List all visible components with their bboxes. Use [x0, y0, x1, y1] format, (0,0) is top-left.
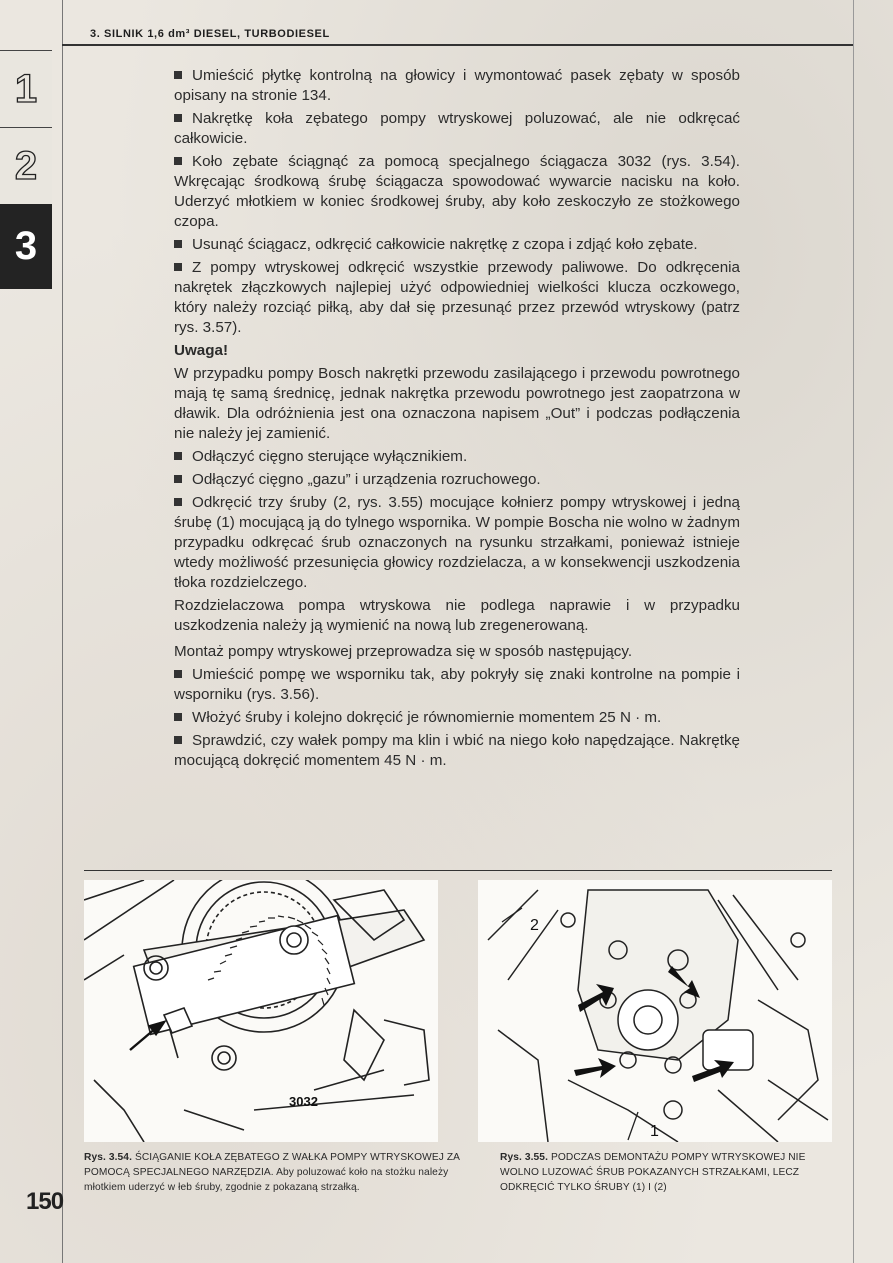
figure-3-54 [84, 880, 438, 1142]
caption-note: Aby poluzować koło na stożku należy młotkiem uderzyć w łeb śruby, zgodnie z pokazaną strzałką. [84, 1167, 449, 1193]
paragraph-text: Odkręcić trzy śruby (2, rys. 3.55) mocujące kołnierz pompy wtryskowej i jedną śrubę (1) mocującą ją do tylnego wspornika. W pompie Boscha nie wolno w żadnym przypadku odkręcać śrub oznaczonych na rysunku strzałkami, ponieważ istnieje wtedy możliwość przesunięcia głowicy rozdzielacza, a w konsekwencji uszkodzenia tłoka rozdzielczego. [174, 494, 740, 591]
bullet-icon [174, 713, 182, 721]
paragraph [174, 731, 740, 771]
tool-label: 3032 [289, 1094, 318, 1109]
gear-puller-illustration [84, 880, 438, 1142]
paragraph [174, 152, 740, 232]
paragraph [174, 708, 740, 728]
paragraph [174, 642, 740, 662]
caption-title: PODCZAS DEMONTAŻU POMPY WTRYSKOWEJ NIE WOLNO LUZOWAĆ ŚRUB POKAZANYCH STRZAŁKAMI, LECZ ODKRĘCIĆ TYLKO ŚRUBY (1) I (2) [500, 1152, 806, 1193]
paragraph [174, 470, 740, 490]
chapter-tab-1: 1 [0, 50, 52, 127]
header-rule [62, 44, 853, 46]
caption-id: Rys. 3.55. [500, 1152, 549, 1163]
figure-caption-3-55 [500, 1150, 840, 1195]
paragraph [174, 235, 740, 255]
paragraph-text: Koło zębate ściągnąć za pomocą specjalnego ściągacza 3032 (rys. 3.54). Wkręcając środkową śrubę ściągacza spowodować wywarcie nacisku na koło. Uderzyć młotkiem w koniec środkowej śruby, aby koło zeskoczyło ze stożkowego czopa. [174, 153, 740, 230]
bullet-icon [174, 736, 182, 744]
figure-3-55 [478, 880, 832, 1142]
caption-id: Rys. 3.54. [84, 1152, 133, 1163]
chapter-tab-2: 2 [0, 127, 52, 204]
bullet-icon [174, 114, 182, 122]
paragraph-text: Umieścić pompę we wsporniku tak, aby pokryły się znaki kontrolne na pompie i wsporniku (rys. 3.56). [174, 666, 740, 703]
paragraph-text: Odłączyć cięgno sterujące wyłącznikiem. [192, 448, 468, 465]
caption-title: ŚCIĄGANIE KOŁA ZĘBATEGO Z WAŁKA POMPY WTRYSKOWEJ ZA POMOCĄ SPECJALNEGO NARZĘDZIA. [84, 1152, 460, 1178]
left-margin-rule [62, 0, 63, 1263]
note-title: Uwaga! [174, 342, 229, 359]
paragraph [174, 665, 740, 705]
running-head: 3. SILNIK 1,6 dm³ DIESEL, TURBODIESEL [90, 28, 330, 40]
chapter-tab-3: 3 [0, 204, 52, 289]
paragraph-text: Rozdzielaczowa pompa wtryskowa nie podlega naprawie i w przypadku uszkodzenia należy ją wymienić na nową lub zregenerowaną. [174, 597, 740, 634]
figure-separator-rule [84, 870, 832, 871]
paragraph-text: Usunąć ściągacz, odkręcić całkowicie nakrętkę z czopa i zdjąć koło zębate. [192, 236, 698, 253]
paragraph [174, 493, 740, 593]
label-1: 1 [650, 1123, 659, 1140]
paragraph-text: Sprawdzić, czy wałek pompy ma klin i wbić na niego koło napędzające. Nakrętkę mocującą dokręcić momentem 45 N · m. [174, 732, 740, 769]
bullet-icon [174, 157, 182, 165]
paragraph-text: Montaż pompy wtryskowej przeprowadza się w sposób następujący. [174, 643, 633, 660]
injection-pump-illustration [478, 880, 832, 1142]
right-margin-rule [853, 0, 854, 1263]
paragraph [174, 258, 740, 338]
body-text [174, 66, 740, 774]
bullet-icon [174, 263, 182, 271]
bullet-icon [174, 452, 182, 460]
paragraph [174, 109, 740, 149]
page-number: 150 [26, 1188, 64, 1215]
paragraph-text: Nakrętkę koła zębatego pompy wtryskowej poluzować, ale nie odkręcać całkowicie. [174, 110, 740, 147]
paragraph [174, 447, 740, 467]
paragraph [174, 596, 740, 636]
note-text: W przypadku pompy Bosch nakrętki przewodu zasilającego i przewodu powrotnego mają tę samą średnicę, jednak nakrętka przewodu powrotnego jest zaopatrzona w dławik. Dla odróżnienia jest ona oznaczona napisem „Out” i podczas podłączenia nie należy jej zamienić. [174, 365, 740, 442]
bullet-icon [174, 670, 182, 678]
paragraph-text: Z pompy wtryskowej odkręcić wszystkie przewody paliwowe. Do odkręcenia nakrętek złączkowych najlepiej użyć odpowiedniej wielkości klucza oczkowego, który należy rozciąć piłką, aby dał się przesunąć przez przewód wtryskowy (patrz rys. 3.57). [174, 259, 740, 336]
paragraph [174, 66, 740, 106]
bullet-icon [174, 71, 182, 79]
label-2: 2 [530, 917, 539, 934]
paragraph-text: Włożyć śruby i kolejno dokręcić je równomiernie momentem 25 N · m. [192, 709, 662, 726]
figure-caption-3-54 [84, 1150, 464, 1195]
bullet-icon [174, 498, 182, 506]
paragraph-text: Odłączyć cięgno „gazu” i urządzenia rozruchowego. [192, 471, 541, 488]
bullet-icon [174, 475, 182, 483]
paragraph-text: Umieścić płytkę kontrolną na głowicy i wymontować pasek zębaty w sposób opisany na stronie 134. [174, 67, 740, 104]
bullet-icon [174, 240, 182, 248]
